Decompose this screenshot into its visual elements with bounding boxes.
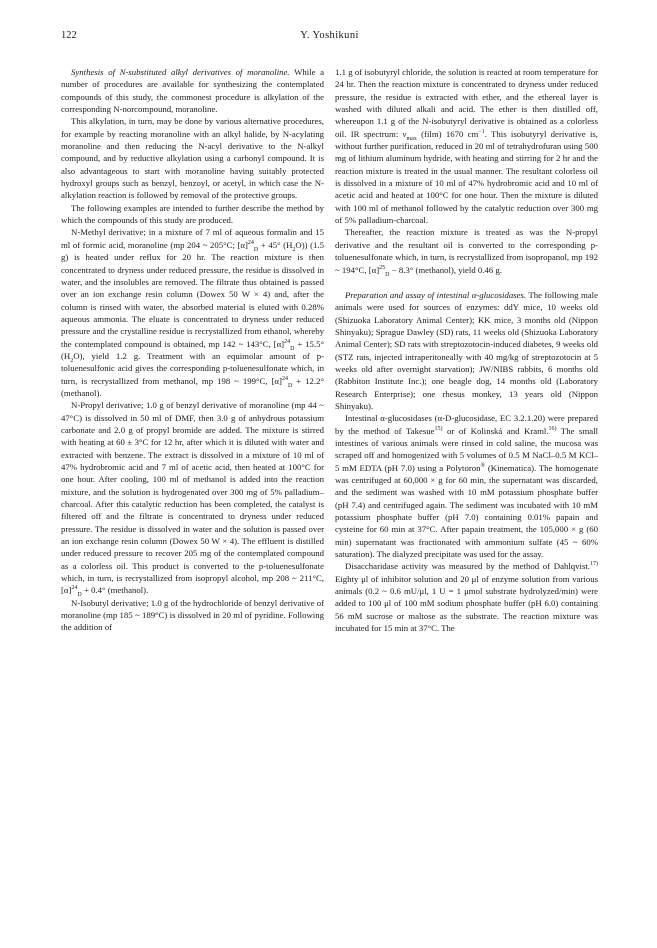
paragraph-disaccharidase-assay: Disaccharidase activity was measured by the method of Dahlqvist.$^{17)}$ Eighty μl of inhibitor solution and 20 μl of enzyme solution from various animals (0.2 ~ 0.6 mU/μl, 1 U = 1 μmol substrate hydrolyzed/min) were added to 100 μl of 100 mM sodium phosphate buffer (pH 6.0) containing 56 mM sucrose or maltose as the substrate. The reaction mixture was incubated for 15 min at 37°C. The <box>335 561 598 634</box>
paragraph-enzyme-prep: Preparation and assay of intestinal α-glucosidases. The following male animals were used for sources of enzymes: ddY mice, 10 weeks old (Shizuoka Laboratory Animal Center); KK mice, 3 months old (Nippon Shinyaku); Sprague Dawley (SD) rats, 11 weeks old (Shizuoka Laboratory Animal Center); SD rats with streptozotocin-induced diabetes, 9 weeks old (STZ rats, injected intraperitoneally with 40 mg/kg of streptozotocin at 5 weeks old after overnight starvation); JW/NIBS rabbits, 6 months old (Rabbiton Institute Inc.); one beagle dog, 14 months old (Laboratory Research Enterprise); one rhesus monkey, 13 years old (Nippon Shinyaku). <box>335 289 598 411</box>
page-header <box>61 30 598 44</box>
left-column <box>61 66 324 634</box>
section-heading-glucosidases: Preparation and assay of intestinal α-glucosidases. <box>345 289 527 300</box>
paragraph-synthesis-intro: Synthesis of N-substituted alkyl derivatives of moranoline. While a number of procedures are available for synthesizing the contemplated compounds of this study, the commonest procedure is alkylation of the corresponding N-norcompound, moranoline. <box>61 67 324 115</box>
paragraph-n-methyl: N-Methyl derivative; in a mixture of 7 ml of aqueous formalin and 15 ml of formic acid, moranoline (mp 204 ~ 205°C; $[\alpha]^{24}_D + 45^\circ$ $(H_2O)$) (1.5 g) is heated under reflux for 20 hr. The reaction mixture is then concentrated to dryness under reduced pressure, the residue is dissolved in water, and the insolubles are removed. The filtrate thus obtained is passed over an ion exchange resin column (Dowex 50 W × 4) and, after the column is rinsed with water, the absorbed material is eluted with 0.28% aqueous ammonia. The eluate is concentrated to dryness under reduced pressure and the crystalline residue is recrystallized from ethanol, whereby the contemplated compound is obtained, mp 142 ~ 143°C, $[\alpha]^{24}_D + 15.5^\circ$ $(H_2O)$, yield 1.2 g. Treatment with an equimolar amount of p-toluenesulfonic acid gives the corresponding p-toluenesulfonate which, in turn, is recrystallized from methanol, mp 198 ~ 199°C, $[\alpha]^{24}_D + 12.2^\circ$ (methanol). <box>61 227 324 398</box>
paragraph-alkylation: This alkylation, in turn, may be done by various alternative procedures, for example by reacting moranoline with an alkyl halide, by N-acylating moranoline and then reducing the N-acyl derivative to the N-alkyl compound, and by reductive alkylation using a carbonyl compound. It is also advantageous to start with moranoline having suitably protected hydroxyl groups such as benzyl, benzoyl, or acetyl, in which case the N-alkylation reaction is followed by removal of the protective groups. <box>61 116 324 201</box>
paragraph-examples: The following examples are intended to further describe the method by which the compounds of this study are produced. <box>61 202 324 226</box>
paragraph-isobutyl-continued: 1.1 g of isobutyryl chloride, the solution is reacted at room temperature for 24 hr. Then the reaction mixture is concentrated to dryness under reduced pressure, the residue is extracted with ether, and the ethereal layer is washed with diluted alkali and acid. The ether is then distilled off, whereupon 1.1 g of the N-isobutyryl derivative is obtained as a colorless oil. IR spectrum: $\nu_{max}$ (film) 1670 $cm^{-1}$. This isobutyryl derivative is, without further purification, reduced in 20 ml of tetrahydrofuran using 500 mg of lithium aluminum hydride, with heating and stirring for 2 hr and the reaction mixture is treated in the usual manner. The resultant colorless oil is dissolved in a mixture of 10 ml of 47% hydrobromic acid and 10 ml of acetic acid and heated at 100°C for one hour. Then the mixture is diluted with 100 ml of methanol followed by the catalytic reduction over 300 mg of 5% palladium-charcoal. <box>335 67 598 226</box>
section-heading-synthesis: Synthesis of N-substituted alkyl derivatives of moranoline. <box>71 67 290 77</box>
running-title: Y. Yoshikuni <box>300 30 359 41</box>
paragraph-thereafter: Thereafter, the reaction mixture is treated as was the N-propyl derivative and the resultant oil is converted to the corresponding p-toluenesulfonate which, in turn, is recrystallized from isopropanol, mp 192 ~ 194°C, $[\alpha]^{25}_D - 8.3^\circ$ (methanol), yield 0.46 g. <box>335 227 598 278</box>
paragraph-intestinal-glucosidases: Intestinal α-glucosidases (α-D-glucosidase, EC 3.2.1.20) were prepared by the method of Takesue$^{15)}$ or of Kolinská and Kraml.$^{16)}$ The small intestines of various animals were rinsed in cold saline, the mucosa was scraped off and homogenized with 5 volumes of 0.5 M NaCl–0.5 M KCl–5 mM EDTA (pH 7.0) using a Polytoron® (Kinematica). The homogenate was centrifuged at 60,000 × g for 60 min, the supernatant was discarded, and the sediment was washed with 10 mM potassium phosphate buffer (pH 7.4) and centrifuged again. The sediment was incubated with 10 mM potassium phosphate buffer (pH 7.0) containing 0.01% papain and cysteine for 60 min at 37°C. After papain treatment, the 105,000 × g (60 min) supernatant was fractionated with ammonium sulfate (45 ~ 60% saturation). The dialyzed precipitate was used for the assay. <box>335 413 599 560</box>
paragraph-n-isobutyl: N-Isobutyl derivative; 1.0 g of the hydrochloride of benzyl derivative of moranoline (mp 185 ~ 189°C) is dissolved in 20 ml of pyridine. Following the addition of <box>61 597 324 633</box>
page-number: 122 <box>61 30 77 41</box>
paragraph-n-propyl: N-Propyl derivative; 1.0 g of benzyl derivative of moranoline (mp 44 ~ 47°C) is dissolved in 50 ml of DMF, then 3.0 g of anhydrous potassium carbonate and 2.0 g of propyl bromide are added. The mixture is stirred with heating at 60 ± 3°C for 12 hr, after which it is diluted with water and extracted with benzene. The extract is dissolved in a mixture of 10 ml of 47% hydrobromic acid and 7 ml of acetic acid, then heated at 100°C for one hour. After cooling, 100 ml of methanol is added into the reaction mixture, and the solution is hydrogenated over 300 mg of 5% palladium–charcoal. After this catalytic reduction has been completed, the catalyst is filtered off and the filtrate is concentrated to dryness under reduced pressure. The residue is dissolved in water and the solution is passed over an ion exchange resin column (Dowex 50 W × 4). The effluent is distilled under reduced pressure to recover 205 mg of the contemplated compound as a colorless oil. This product is converted to the p-toluenesulfonate which, in turn, is recrystallized from isopropyl alcohol, mp 208 ~ 211°C, $[\alpha]^{24}_D + 0.4^\circ$ (methanol). <box>61 400 324 599</box>
right-column <box>335 66 598 634</box>
